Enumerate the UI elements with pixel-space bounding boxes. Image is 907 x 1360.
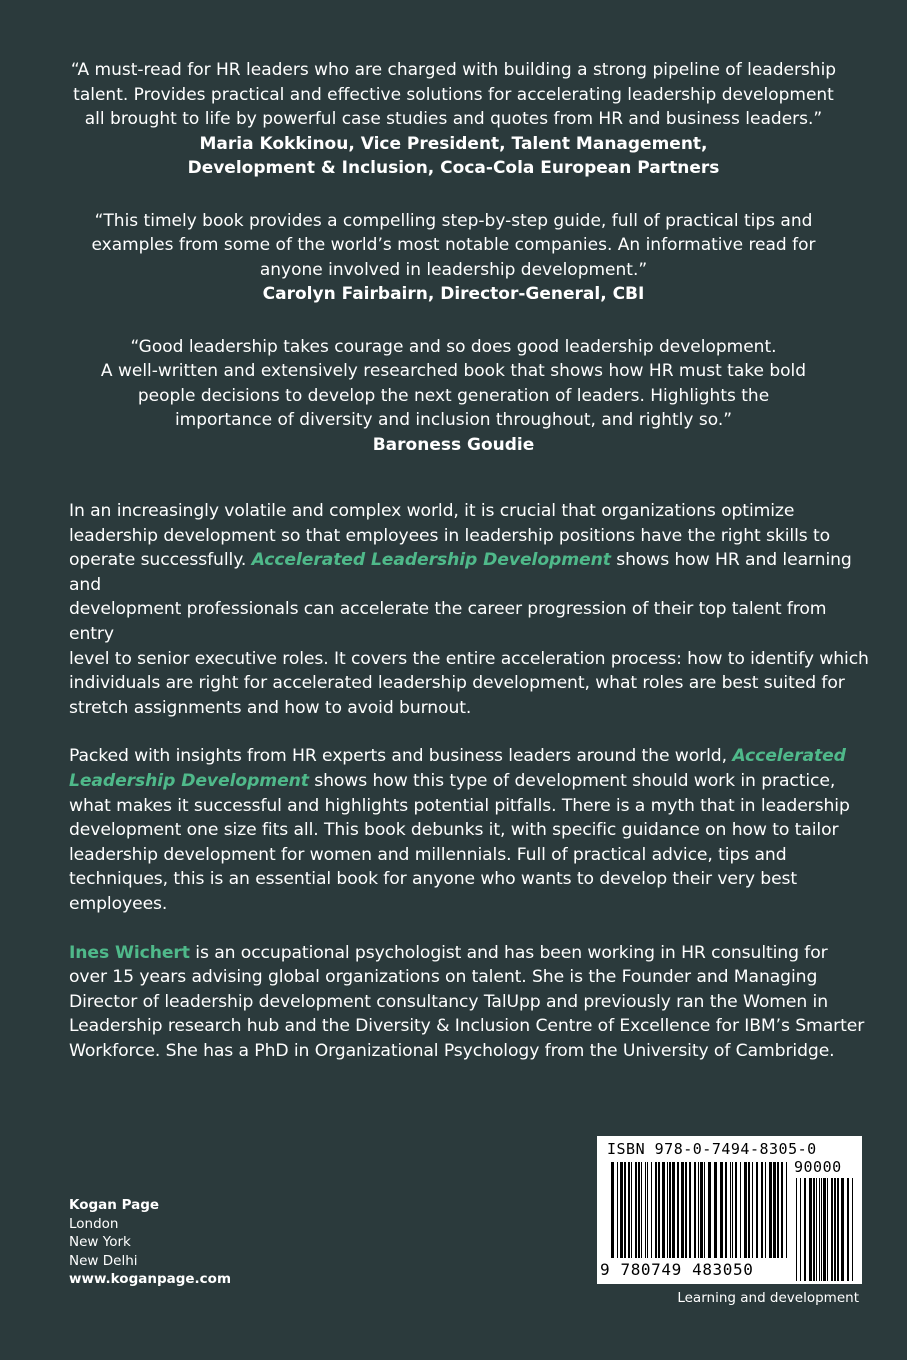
isbn-addon: 90000 bbox=[794, 1158, 842, 1176]
book-description bbox=[69, 499, 869, 1087]
barcode-bar bbox=[689, 1162, 691, 1258]
barcode-bar bbox=[641, 1162, 642, 1258]
barcode-bar bbox=[735, 1162, 737, 1258]
barcode-bar bbox=[748, 1162, 750, 1258]
description-paragraph-1 bbox=[69, 499, 869, 720]
barcode-bar bbox=[800, 1178, 801, 1281]
isbn-barcode bbox=[597, 1136, 862, 1284]
barcode-bar bbox=[611, 1162, 614, 1258]
barcode-bar bbox=[819, 1178, 820, 1281]
barcode-bar bbox=[834, 1178, 836, 1281]
barcode-digits: 9 780749 483050 bbox=[600, 1260, 754, 1279]
barcode-bar bbox=[821, 1178, 822, 1281]
quote-text: “A must-read for HR leaders who are charged with building a strong pipeline of leadership talent. Provides practical and effective solutions for accelerating leadership development all brought to life by powerful case studies and quotes from HR and business leaders.” bbox=[70, 60, 837, 129]
barcode-bar bbox=[816, 1178, 817, 1281]
barcode-bar bbox=[685, 1162, 687, 1258]
endorsement-2 bbox=[40, 209, 867, 307]
barcode-bar bbox=[796, 1178, 797, 1281]
barcode-bar bbox=[744, 1162, 747, 1258]
publisher-city: New Delhi bbox=[69, 1252, 138, 1269]
quote-author: Baroness Goudie bbox=[372, 434, 535, 455]
barcode-bar bbox=[714, 1162, 717, 1258]
barcode-bar bbox=[658, 1162, 660, 1258]
barcode-bar bbox=[756, 1162, 758, 1258]
book-title: Accelerated Leadership Development bbox=[251, 550, 611, 571]
barcode-bar bbox=[804, 1178, 806, 1281]
barcode-bar bbox=[852, 1178, 853, 1281]
barcode-bar bbox=[635, 1162, 637, 1258]
barcode-bar bbox=[700, 1162, 703, 1258]
barcode-bar bbox=[698, 1162, 699, 1258]
barcode-bar bbox=[651, 1162, 652, 1258]
barcode-bar bbox=[725, 1162, 727, 1258]
barcode-bar bbox=[847, 1178, 849, 1281]
barcode-bar bbox=[669, 1162, 671, 1258]
barcode-bar bbox=[732, 1162, 733, 1258]
barcode-bar bbox=[645, 1162, 646, 1258]
barcode-bar bbox=[667, 1162, 668, 1258]
barcode-bar bbox=[765, 1162, 766, 1258]
isbn-number: ISBN 978-0-7494-8305-0 bbox=[607, 1140, 817, 1158]
barcode-bar bbox=[638, 1162, 640, 1258]
publisher-website: www.koganpage.com bbox=[69, 1271, 232, 1287]
barcode-bar bbox=[777, 1162, 779, 1258]
barcode-bar bbox=[740, 1162, 741, 1258]
author-name: Ines Wichert bbox=[69, 942, 190, 963]
barcode-bar bbox=[730, 1162, 731, 1258]
barcode-bar bbox=[620, 1162, 623, 1258]
barcode-bar bbox=[704, 1162, 705, 1258]
publisher-city: New York bbox=[69, 1234, 131, 1250]
barcode-bar bbox=[677, 1162, 679, 1258]
paragraph-text: shows how this type of development should work in practice, what makes it successful and highlights potential pitfalls. There is a myth that in leadership development one size fits all. This book debunks it, with specific guidance on how to tailor leadership development for women and millennials. Full of practical advice, tips and techniques, this is an essential book for anyone who wants to develop their very best employees. bbox=[69, 770, 850, 914]
publisher-info bbox=[69, 1196, 231, 1289]
barcode-bar bbox=[672, 1162, 675, 1258]
barcode-bar bbox=[694, 1162, 696, 1258]
barcode-bar bbox=[681, 1162, 684, 1258]
barcode-bar bbox=[631, 1162, 632, 1258]
quote-author: Carolyn Fairbairn, Director-General, CBI bbox=[262, 284, 645, 304]
barcode-bar bbox=[781, 1162, 783, 1258]
endorsements bbox=[40, 58, 867, 485]
endorsement-3 bbox=[40, 335, 867, 458]
barcode-bar bbox=[813, 1178, 815, 1281]
book-title: Accelerated Leadership Development bbox=[69, 746, 846, 791]
barcode-bar bbox=[823, 1178, 826, 1281]
barcode-bar bbox=[769, 1162, 772, 1258]
barcode-bar bbox=[827, 1178, 828, 1281]
paragraph-text: In an increasingly volatile and complex world, it is crucial that organizations optimize leadership development so that employees in leadership positions have the right skills to operate successfully. bbox=[69, 501, 831, 571]
paragraph-text: shows how HR and learning and development professionals can accelerate the career progression of their top talent from entry level to senior executive roles. It covers the entire acceleration process: how to identify which individuals are right for accelerated leadership development, what roles are best suited for stretch assignments and how to avoid burnout. bbox=[69, 550, 869, 718]
barcode-bar bbox=[809, 1178, 812, 1281]
book-category: Learning and development bbox=[677, 1290, 859, 1306]
publisher-city: London bbox=[69, 1215, 119, 1232]
barcode-bar bbox=[837, 1178, 839, 1281]
paragraph-text: Packed with insights from HR experts and business leaders around the world, bbox=[69, 746, 733, 767]
barcode-bar bbox=[761, 1162, 763, 1258]
quote-text: “Good leadership takes courage and so does good leadership development. A well-written and extensively researched book that shows how HR must take bold people decisions to develop the next generation of leaders. Highlights the importance of diversity and inclusion throughout, and rightly so.” bbox=[100, 336, 807, 430]
quote-text: “This timely book provides a compelling step-by-step guide, full of practical tips and examples from some of the world’s most notable companies. An informative read for anyone involved in leadership development.” bbox=[91, 210, 816, 280]
barcode-bar bbox=[831, 1178, 833, 1281]
paragraph-text: is an occupational psychologist and has been working in HR consulting for over 15 years advising global organizations on talent. She is the Founder and Managing Director of leadership development consultancy TalUpp and previously ran the Women in Leadership research hub and the Diversity & Inclusion Centre of Excellence for IBM’s Smarter Workforce. She has a PhD in Organizational Psychology from the University of Cambridge. bbox=[69, 942, 865, 1061]
barcode-bar bbox=[628, 1162, 630, 1258]
author-bio bbox=[69, 941, 869, 1064]
barcode-bar bbox=[617, 1162, 618, 1258]
barcode-bar bbox=[773, 1162, 776, 1258]
barcode-bar bbox=[662, 1162, 665, 1258]
barcode-bar bbox=[720, 1162, 723, 1258]
quote-author: Maria Kokkinou, Vice President, Talent Management, Development & Inclusion, Coca-Cola European Partners bbox=[187, 133, 720, 178]
barcode-bar bbox=[841, 1178, 844, 1281]
barcode-bar bbox=[708, 1162, 711, 1258]
description-paragraph-2 bbox=[69, 744, 869, 916]
barcode-bar bbox=[624, 1162, 626, 1258]
barcode-bar bbox=[647, 1162, 648, 1258]
barcode-bar bbox=[786, 1162, 787, 1258]
publisher-name: Kogan Page bbox=[69, 1197, 160, 1213]
barcode-bar bbox=[752, 1162, 753, 1258]
barcode-bar bbox=[655, 1162, 657, 1258]
endorsement-1 bbox=[40, 58, 867, 181]
